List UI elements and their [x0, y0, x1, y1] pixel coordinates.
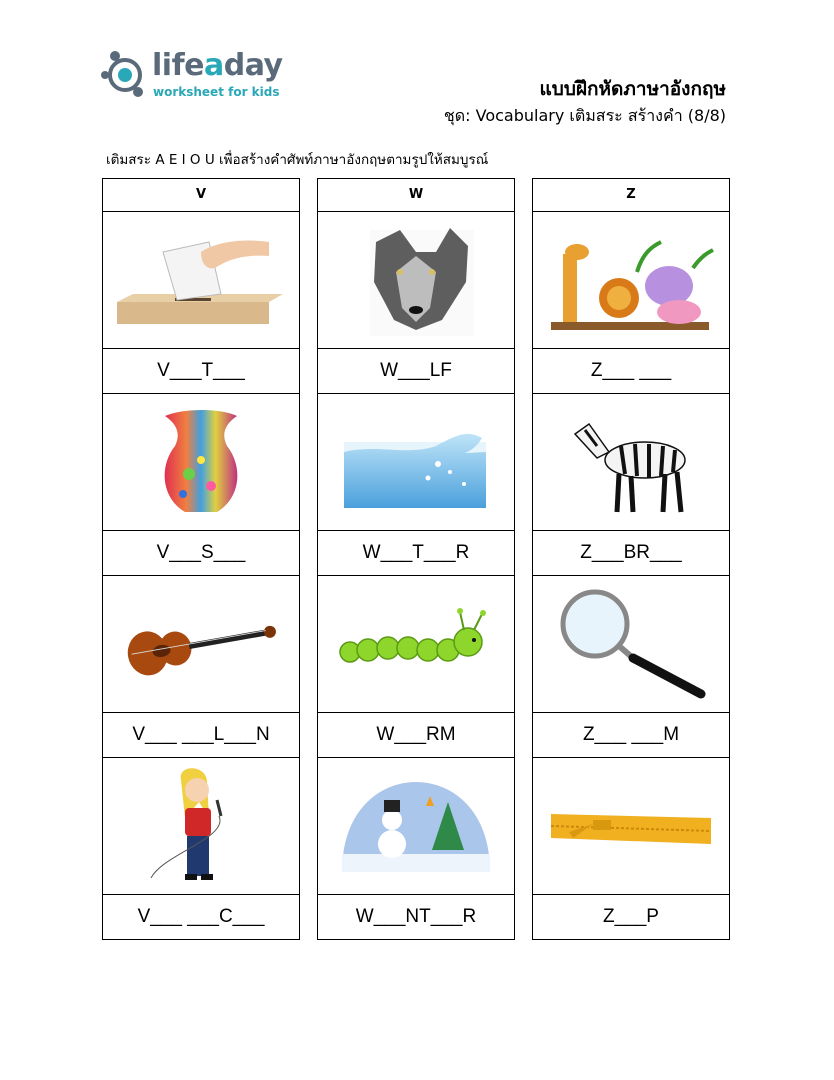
zip-image [533, 758, 729, 895]
worksheet-subtitle: ชุด: Vocabulary เติมสระ สร้างคำ (8/8) [443, 106, 726, 125]
word-blank: V___ ___L___N [103, 713, 299, 758]
word-blank: V___S___ [103, 531, 299, 576]
logo-tagline: worksheet for kids [153, 85, 280, 99]
column-v [102, 178, 300, 940]
word-blank: W___RM [318, 713, 514, 758]
singer-image [103, 758, 299, 895]
logo-brand: lifeaday [152, 48, 283, 83]
column-z [532, 178, 730, 940]
word-blank: V___ ___C___ [137, 906, 265, 927]
instruction-text: เติมสระ A E I O U เพื่อสร้างคำศัพท์ภาษาอังกฤษตามรูปให้สมบูรณ์ [106, 152, 489, 168]
word-blank: W___T___R [318, 531, 514, 576]
word-blank: W___LF [318, 349, 514, 394]
worm-image [318, 576, 514, 713]
column-w [317, 178, 515, 940]
word-blank: Z___ ___M [533, 713, 729, 758]
column-header: Z [533, 179, 729, 212]
zoom-image [533, 576, 729, 713]
logo-molecule-icon [100, 48, 150, 100]
winter-image [318, 758, 514, 895]
word-blank: Z___P [603, 906, 659, 927]
word-blank: V___T___ [103, 349, 299, 394]
wolf-image [318, 212, 514, 349]
word-blank: Z___ ___ [533, 349, 729, 394]
vase-image [103, 394, 299, 531]
zoo-image [533, 212, 729, 349]
worksheet-title: แบบฝึกหัดภาษาอังกฤษ [539, 78, 726, 100]
word-blank: Z___BR___ [533, 531, 729, 576]
violin-image [103, 576, 299, 713]
column-header: W [318, 179, 514, 212]
logo [100, 48, 300, 108]
word-blank: W___NT___R [355, 906, 477, 927]
zebra-image [533, 394, 729, 531]
water-image [318, 394, 514, 531]
vote-image [103, 212, 299, 349]
column-header: V [103, 179, 299, 212]
